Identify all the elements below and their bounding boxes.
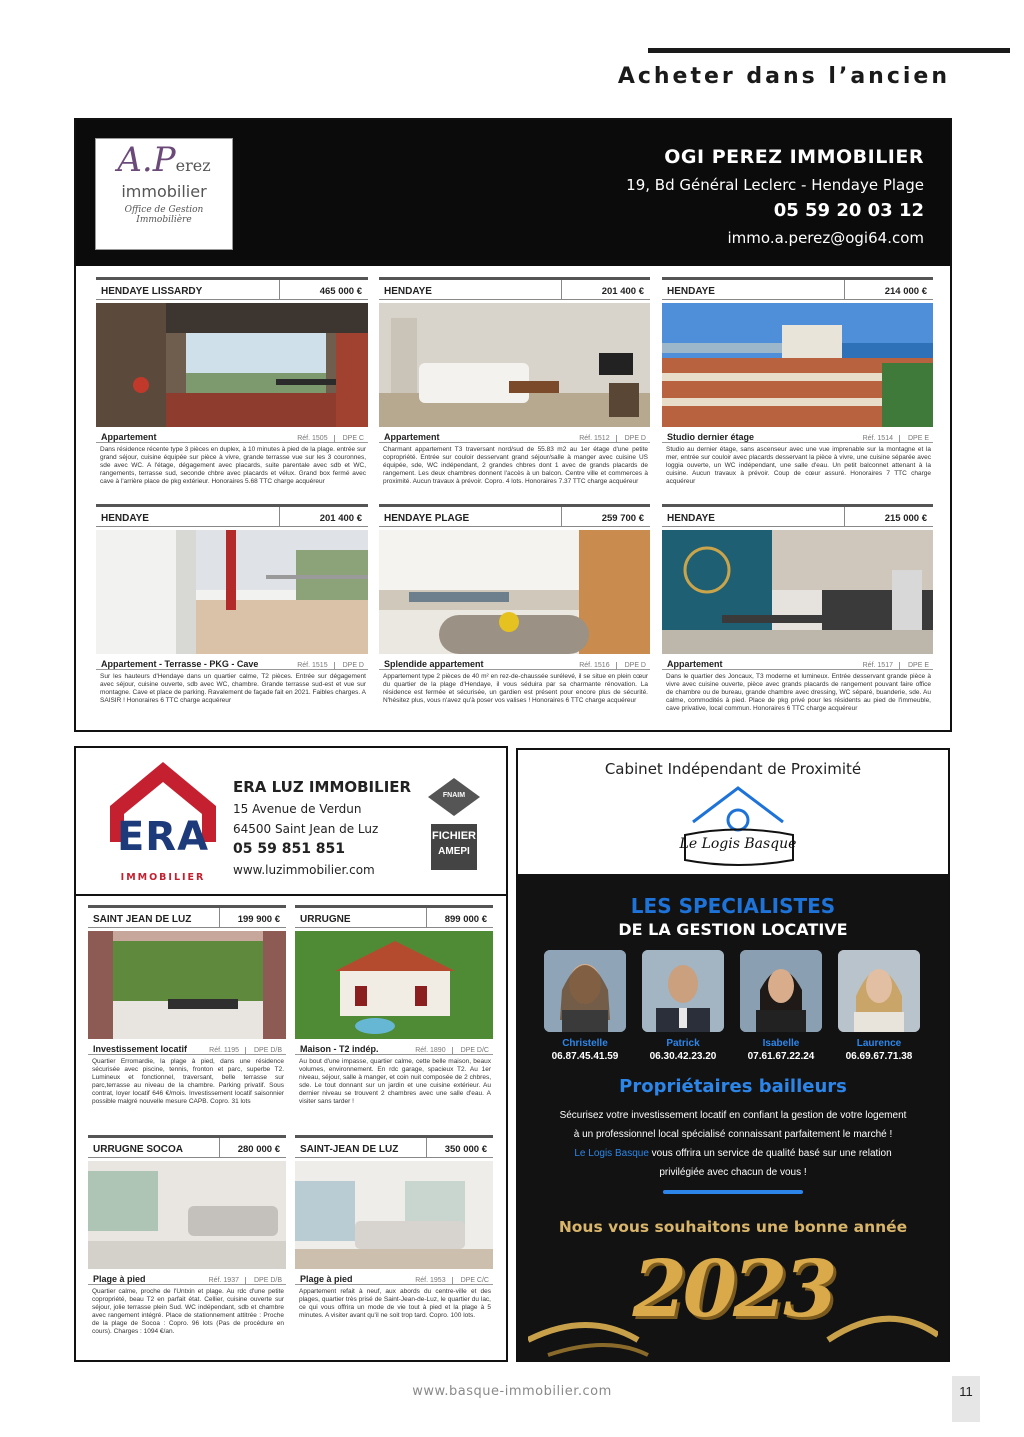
- listing-card[interactable]: [88, 1135, 286, 1337]
- listing-price: 214 000 €: [884, 286, 927, 297]
- listing-dpe: DPE D: [624, 662, 646, 669]
- listing-kind: Studio dernier étage: [667, 432, 755, 442]
- team-name: Isabelle: [762, 1038, 800, 1049]
- listing-description: Quartier Erromardie, la plage à pied, dans une résidence sécurisée avec piscine, tennis, fronton et parc, superbe T2. Lumineux et fonctionnel, traversant, belle terrasse sur parc,terrasse au niveau de la chambre. Parking privatif. Sous contrat, loyer locatif 646 €/mois. Investissement locatif saisonnier possible malgré nouvelle mesure CAPB. Copro. 31 lots: [92, 1058, 284, 1106]
- listing-ref: Réf. 1514: [857, 435, 900, 442]
- ogi-email[interactable]: immo.a.perez@ogi64.com: [727, 229, 924, 247]
- era-header: [76, 748, 506, 896]
- listing-price: 259 700 €: [601, 513, 644, 524]
- team-photo: [838, 950, 920, 1032]
- listing-card[interactable]: [88, 905, 286, 1107]
- listing-price: 199 900 €: [237, 914, 280, 925]
- year-2023-graphic: 2023: [632, 1244, 834, 1335]
- page-number: 11: [952, 1376, 980, 1422]
- team-name: Laurence: [856, 1038, 902, 1049]
- ogi-logo-mark: A.P: [117, 140, 176, 180]
- team-photo: [642, 950, 724, 1032]
- team-phone[interactable]: 06.87.45.41.59: [551, 1051, 619, 1062]
- brush-stroke: [663, 1190, 803, 1194]
- logis-para-line1: Sécurisez votre investissement locatif en confiant la gestion de votre logement: [559, 1110, 907, 1121]
- listing-dpe: DPE E: [907, 662, 929, 669]
- listing-kind: Investissement locatif: [93, 1044, 188, 1054]
- listing-kind: Appartement - Terrasse - PKG - Cave: [101, 659, 259, 669]
- listing-town: HENDAYE: [379, 280, 562, 299]
- listing-ref: Réf. 1937: [203, 1277, 246, 1284]
- logis-owners-heading: Propriétaires bailleurs: [619, 1076, 847, 1097]
- ogi-logo-mark-rest: erez: [175, 156, 211, 175]
- listing-town: URRUGNE: [295, 908, 427, 927]
- ogi-logo: [95, 138, 233, 250]
- listing-card[interactable]: [662, 504, 933, 713]
- fnaim-label: FNAIM: [442, 792, 466, 799]
- team-photo: [740, 950, 822, 1032]
- listing-ref: Réf. 1517: [857, 662, 900, 669]
- listing-price: 465 000 €: [319, 286, 362, 297]
- team-photo: [544, 950, 626, 1032]
- listing-photo[interactable]: [379, 530, 650, 654]
- era-city: 64500 Saint Jean de Luz: [233, 822, 379, 836]
- amepi-top: FICHIER: [432, 830, 476, 842]
- ogi-contact: [626, 146, 924, 247]
- ogi-phone[interactable]: 05 59 20 03 12: [773, 200, 924, 221]
- team-member: [838, 950, 920, 1062]
- listing-card[interactable]: [662, 277, 933, 486]
- team-phone[interactable]: 07.61.67.22.24: [747, 1051, 815, 1062]
- listing-description: Studio au dernier étage, sans ascenseur avec une vue imprenable sur la montagne et la mer, entrée sur couloir avec placards desservant la pièce à vivre, une cuisine séparée avec loggia ouverte, un WC indépendant, une salle d'eau. Un petit balconnet attenant à la cuisine. Aucun travaux à prévoir. Coup de cœur assuré. Honoraires 7 TTC charge acquéreur: [666, 446, 931, 486]
- era-website[interactable]: www.luzimmobilier.com: [233, 863, 375, 877]
- listing-town: HENDAYE: [662, 280, 845, 299]
- era-logo-word: ERA: [116, 814, 210, 860]
- listing-photo[interactable]: [295, 931, 493, 1039]
- logis-paragraph: [538, 1106, 928, 1182]
- team-member: [740, 950, 822, 1062]
- listing-description: Au bout d'une impasse, quartier calme, cette belle maison, beaux volumes, environnement. En rdc garage, spacieux T2. Au 1er niveau, séjour, salle à manger, et coin nuit composée de 2 chbres, sde. Le tout donnant sur un jardin et une cuisine extérieur. Au dernier niveau se trouvent 2 chambres avec une salle d'eau. A visiter sans tarder !: [299, 1058, 491, 1106]
- listing-card[interactable]: [295, 905, 493, 1107]
- ogi-name: OGI PEREZ IMMOBILIER: [664, 146, 924, 168]
- logis-para-line3: vous offrira un service de qualité basé sur une relation: [648, 1148, 892, 1159]
- listing-description: Dans le quartier des Joncaux, T3 moderne et lumineux. Entrée desservant grande pièce à vivre avec cuisine ouverte, pièce avec grands placards de rangement pouvant faire office de chambre ou de bureau, grande chambre avec dressing, WC séparé, buanderie, sde. Au calme, commodités à pied. Place de pkg privé pour les résidents au pied de l'immeuble, cave privative, local commun. Honoraires 6 TTC charge acquéreur: [666, 673, 931, 713]
- listing-description: Charmant appartement T3 traversant nord/sud de 55.83 m2 au 1er étage d'une petite copropriété. Entrée sur couloir desservant grand séjour/salle à manger avec cuisine US équipée, sde, WC indépendant, 2 grandes chbres dont 1 avec de grands placards de rangement. Les deux chambres donnent l'accès à un balcon. Centre ville et commerces à proximité. Aucun travaux à prévoir. Copro. 4 lots. Honoraires 7.37 TTC charge acquéreur: [383, 446, 648, 486]
- listing-ref: Réf. 1516: [573, 662, 616, 669]
- team-name: Patrick: [666, 1038, 700, 1049]
- listing-card[interactable]: [379, 277, 650, 486]
- ogi-logo-line1: immobilier: [121, 182, 207, 201]
- listing-dpe: DPE D/B: [253, 1047, 282, 1054]
- listing-ref: Réf. 1505: [291, 435, 334, 442]
- logis-new-year-wish: Nous vous souhaitons une bonne année: [558, 1218, 908, 1236]
- fnaim-badge: [428, 778, 480, 816]
- footer-website[interactable]: www.basque-immobilier.com: [412, 1384, 612, 1399]
- logis-headline: LES SPECIALISTES: [630, 894, 836, 918]
- listing-photo[interactable]: [88, 1161, 286, 1269]
- era-logo: [110, 762, 216, 888]
- listing-description: Dans résidence récente type 3 pièces en duplex, à 10 minutes à pied de la plage. entrée sur grand séjour, cuisine équipée sur pièce à vivre, grande terrasse vue sur les 3 couronnes, sde avec WC. A l'étage, dégagement avec placards, suite parentale avec sdb et WC, rangements, terrasse sud, seconde chbre avec placards et vélux. Grand box fermé avec cave à l'arrière place de pkg extérieur. Honoraires 5.68 TTC charge acquéreur: [100, 446, 366, 486]
- listing-town: HENDAYE PLAGE: [379, 507, 562, 526]
- listing-price: 201 400 €: [319, 513, 362, 524]
- header-rule: [648, 48, 1010, 53]
- listing-town: HENDAYE: [96, 507, 280, 526]
- logis-tagline: Cabinet Indépendant de Proximité: [604, 760, 862, 778]
- listing-kind: Splendide appartement: [384, 659, 484, 669]
- listing-town: URRUGNE SOCOA: [88, 1138, 220, 1157]
- team-member: [544, 950, 626, 1062]
- listing-kind: Appartement: [667, 659, 723, 669]
- listing-description: Sur les hauteurs d'Hendaye dans un quartier calme, T2 pièces. Entrée sur dégagement avec séjour, cuisine ouverte, sdb avec WC, chambre. Grande terrasse sud-est et vue sur montagne. Cave et place de parking. Ravalement de façade fait en 2021. Faibles charges. A SAISIR ! Honoraires 6 TTC charge acquéreur: [100, 673, 366, 705]
- era-phone[interactable]: 05 59 851 851: [233, 841, 346, 857]
- ogi-header: [76, 120, 950, 266]
- listing-card[interactable]: [96, 504, 368, 705]
- listing-kind: Appartement: [101, 432, 157, 442]
- listing-description: Quartier calme, proche de l'Untxin et plage. Au rdc d'une petite copropriété, beau T2 en parfait état. Cellier, cuisine ouverte sur séjour, jolie terrasse plein Sud. WC indépendant, sdb et chambre avec rangement intégré. Place de stationnement attitrée : Proche de la plage de Socoa : Copro. 96 lots (Pas de procédure en cours). Charges : 1094 €/an.: [92, 1288, 284, 1336]
- listing-dpe: DPE D/C: [460, 1047, 489, 1054]
- listing-ref: Réf. 1953: [409, 1277, 452, 1284]
- team-phone[interactable]: 06.69.67.71.38: [845, 1051, 913, 1062]
- logis-subheadline: DE LA GESTION LOCATIVE: [618, 920, 848, 939]
- listing-price: 350 000 €: [444, 1144, 487, 1155]
- era-street: 15 Avenue de Verdun: [233, 802, 362, 816]
- section-title: Acheter dans l’ancien: [617, 64, 950, 89]
- era-contact: [233, 778, 411, 877]
- listing-photo[interactable]: [96, 303, 368, 427]
- listing-photo[interactable]: [88, 931, 286, 1039]
- listing-ref: Réf. 1195: [203, 1047, 246, 1054]
- amepi-bottom: AMEPI: [438, 846, 470, 857]
- era-logo-sub: IMMOBILIER: [120, 872, 206, 883]
- amepi-badge: [431, 824, 477, 870]
- listing-card[interactable]: [379, 504, 650, 705]
- listing-kind: Appartement: [384, 432, 440, 442]
- listing-card[interactable]: [96, 277, 368, 486]
- listing-town: SAINT JEAN DE LUZ: [88, 908, 220, 927]
- listing-dpe: DPE D/B: [253, 1277, 282, 1284]
- listing-ref: Réf. 1512: [573, 435, 616, 442]
- listing-photo[interactable]: [96, 530, 368, 654]
- listing-photo[interactable]: [379, 303, 650, 427]
- listing-town: SAINT-JEAN DE LUZ: [295, 1138, 427, 1157]
- listing-dpe: DPE C: [342, 435, 364, 442]
- logis-basque-ad: [516, 748, 950, 1362]
- logis-para-line2: à un professionnel local spécialisé connaissant parfaitement le marché !: [573, 1129, 893, 1140]
- listing-town: HENDAYE: [662, 507, 845, 526]
- listing-price: 899 000 €: [444, 914, 487, 925]
- listing-town: HENDAYE LISSARDY: [96, 280, 280, 299]
- listing-description: Appartement refait à neuf, aux abords du centre-ville et des plages, quartier très prisé de Saint-Jean-de-Luz, le quartier du lac, ce qui vous offrira un mode de vie tout à pied et la plage à 5 minutes. A visiter avant qu'il ne soit trop tard. Copro. 100 lots.: [299, 1288, 491, 1320]
- listing-photo[interactable]: [662, 303, 933, 427]
- listing-dpe: DPE D: [624, 435, 646, 442]
- team-member: [642, 950, 724, 1062]
- listing-description: Appartement type 2 pièces de 40 m² en rez-de-chaussée surélevé, il se situe en plein cœur du quartier de la plage d'Hendaye, il vous séduira par sa charmante rénovation. La résidence est fermée et sécurisée, un gardien est présent pour encore plus de sécurité. N'hésitez plus, vous n'avez qu'à poser vos valises ! Honoraires 6 TTC charge acquéreur: [383, 673, 648, 705]
- ogi-address: 19, Bd Général Leclerc - Hendaye Plage: [626, 176, 924, 194]
- ogi-logo-line2: Office de Gestion Immobilière: [124, 205, 204, 225]
- logis-logo: [673, 780, 803, 870]
- logis-para-line4: privilégiée avec chacun de vous !: [659, 1167, 807, 1178]
- listing-photo[interactable]: [295, 1161, 493, 1269]
- listing-kind: Maison - T2 indép.: [300, 1044, 379, 1054]
- logis-para-brand: Le Logis Basque: [574, 1148, 649, 1159]
- team-name: Christelle: [562, 1038, 608, 1049]
- listing-dpe: DPE C/C: [460, 1277, 489, 1284]
- listing-dpe: DPE D: [342, 662, 364, 669]
- logis-header: [518, 750, 948, 874]
- era-name: ERA LUZ IMMOBILIER: [233, 778, 412, 796]
- listing-price: 201 400 €: [601, 286, 644, 297]
- team-phone[interactable]: 06.30.42.23.20: [649, 1051, 717, 1062]
- listing-price: 280 000 €: [237, 1144, 280, 1155]
- listing-ref: Réf. 1890: [409, 1047, 452, 1054]
- listing-photo[interactable]: [662, 530, 933, 654]
- listing-price: 215 000 €: [884, 513, 927, 524]
- listing-kind: Plage à pied: [93, 1274, 146, 1284]
- listing-dpe: DPE E: [907, 435, 929, 442]
- listing-ref: Réf. 1515: [291, 662, 334, 669]
- logis-logo-text: Le Logis Basque: [679, 836, 797, 852]
- listing-card[interactable]: [295, 1135, 493, 1320]
- listing-kind: Plage à pied: [300, 1274, 353, 1284]
